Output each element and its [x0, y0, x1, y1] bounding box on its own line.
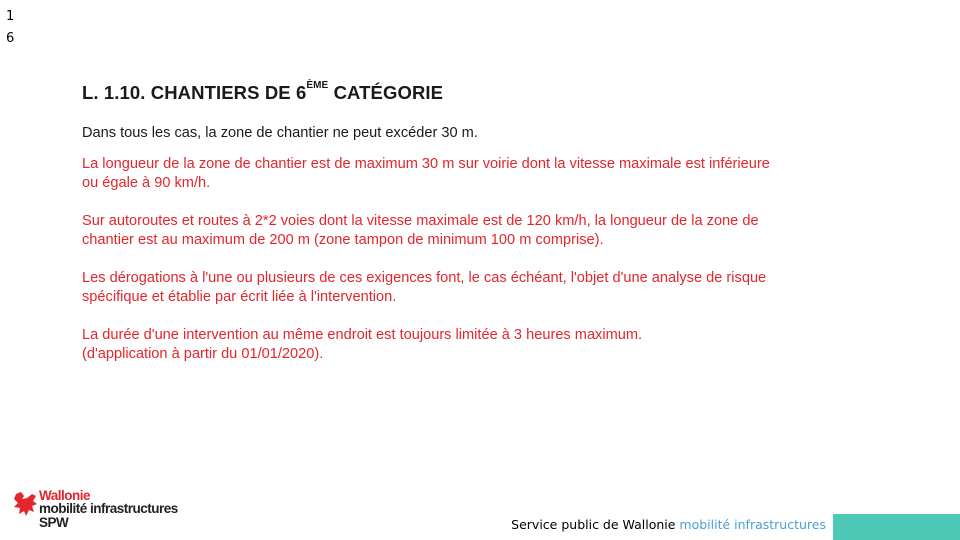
- paragraph-line: spécifique et établie par écrit liée à l'intervention.: [82, 289, 397, 305]
- title-suffix: CATÉGORIE: [328, 82, 444, 103]
- paragraph-line: La durée d'une intervention au même endroit est toujours limitée à 3 heures maximum.: [82, 327, 643, 343]
- slide-body: [82, 124, 872, 383]
- page-number-digit-2: 6: [6, 31, 15, 46]
- paragraph-line: ou égale à 90 km/h.: [82, 175, 211, 191]
- paragraph-line: Sur autoroutes et routes à 2*2 voies dont la vitesse maximale est de 120 km/h, la longueur de la zone de: [82, 213, 759, 229]
- paragraph-line: La longueur de la zone de chantier est de maximum 30 m sur voirie dont la vitesse maximale est inférieure: [82, 156, 770, 172]
- logo-mobilite-text: mobilité infrastructures: [39, 501, 178, 516]
- logo-wallonie-text: Wallonie: [39, 488, 91, 503]
- paragraph-derogations: [82, 269, 872, 307]
- footer-main-text: Service public de Wallonie: [511, 517, 676, 532]
- paragraph-line: Les dérogations à l'une ou plusieurs de ces exigences font, le cas échéant, l'objet d'une analyse de risque: [82, 270, 767, 286]
- footer-caption: [511, 517, 826, 532]
- footer-accent-text: mobilité infrastructures: [679, 517, 826, 532]
- paragraph-motorways: [82, 212, 872, 250]
- intro-paragraph: Dans tous les cas, la zone de chantier ne peut excéder 30 m.: [82, 125, 478, 141]
- wallonia-rooster-icon: [12, 490, 38, 520]
- paragraph-line: (d'application à partir du 01/01/2020).: [82, 346, 324, 362]
- spw-logo: [12, 488, 192, 534]
- paragraph-length-limit: [82, 155, 872, 193]
- title-superscript: ÈME: [306, 80, 329, 91]
- paragraph-duration: [82, 326, 872, 364]
- paragraph-line: chantier est au maximum de 200 m (zone tampon de minimum 100 m comprise).: [82, 232, 604, 248]
- title-prefix: L. 1.10. CHANTIERS DE 6: [82, 82, 307, 103]
- page-number: [6, 6, 18, 50]
- slide-title: [82, 82, 443, 104]
- page-number-digit-1: 1: [6, 9, 15, 24]
- footer-color-bar: [833, 514, 960, 540]
- logo-spw-text: SPW: [39, 515, 69, 530]
